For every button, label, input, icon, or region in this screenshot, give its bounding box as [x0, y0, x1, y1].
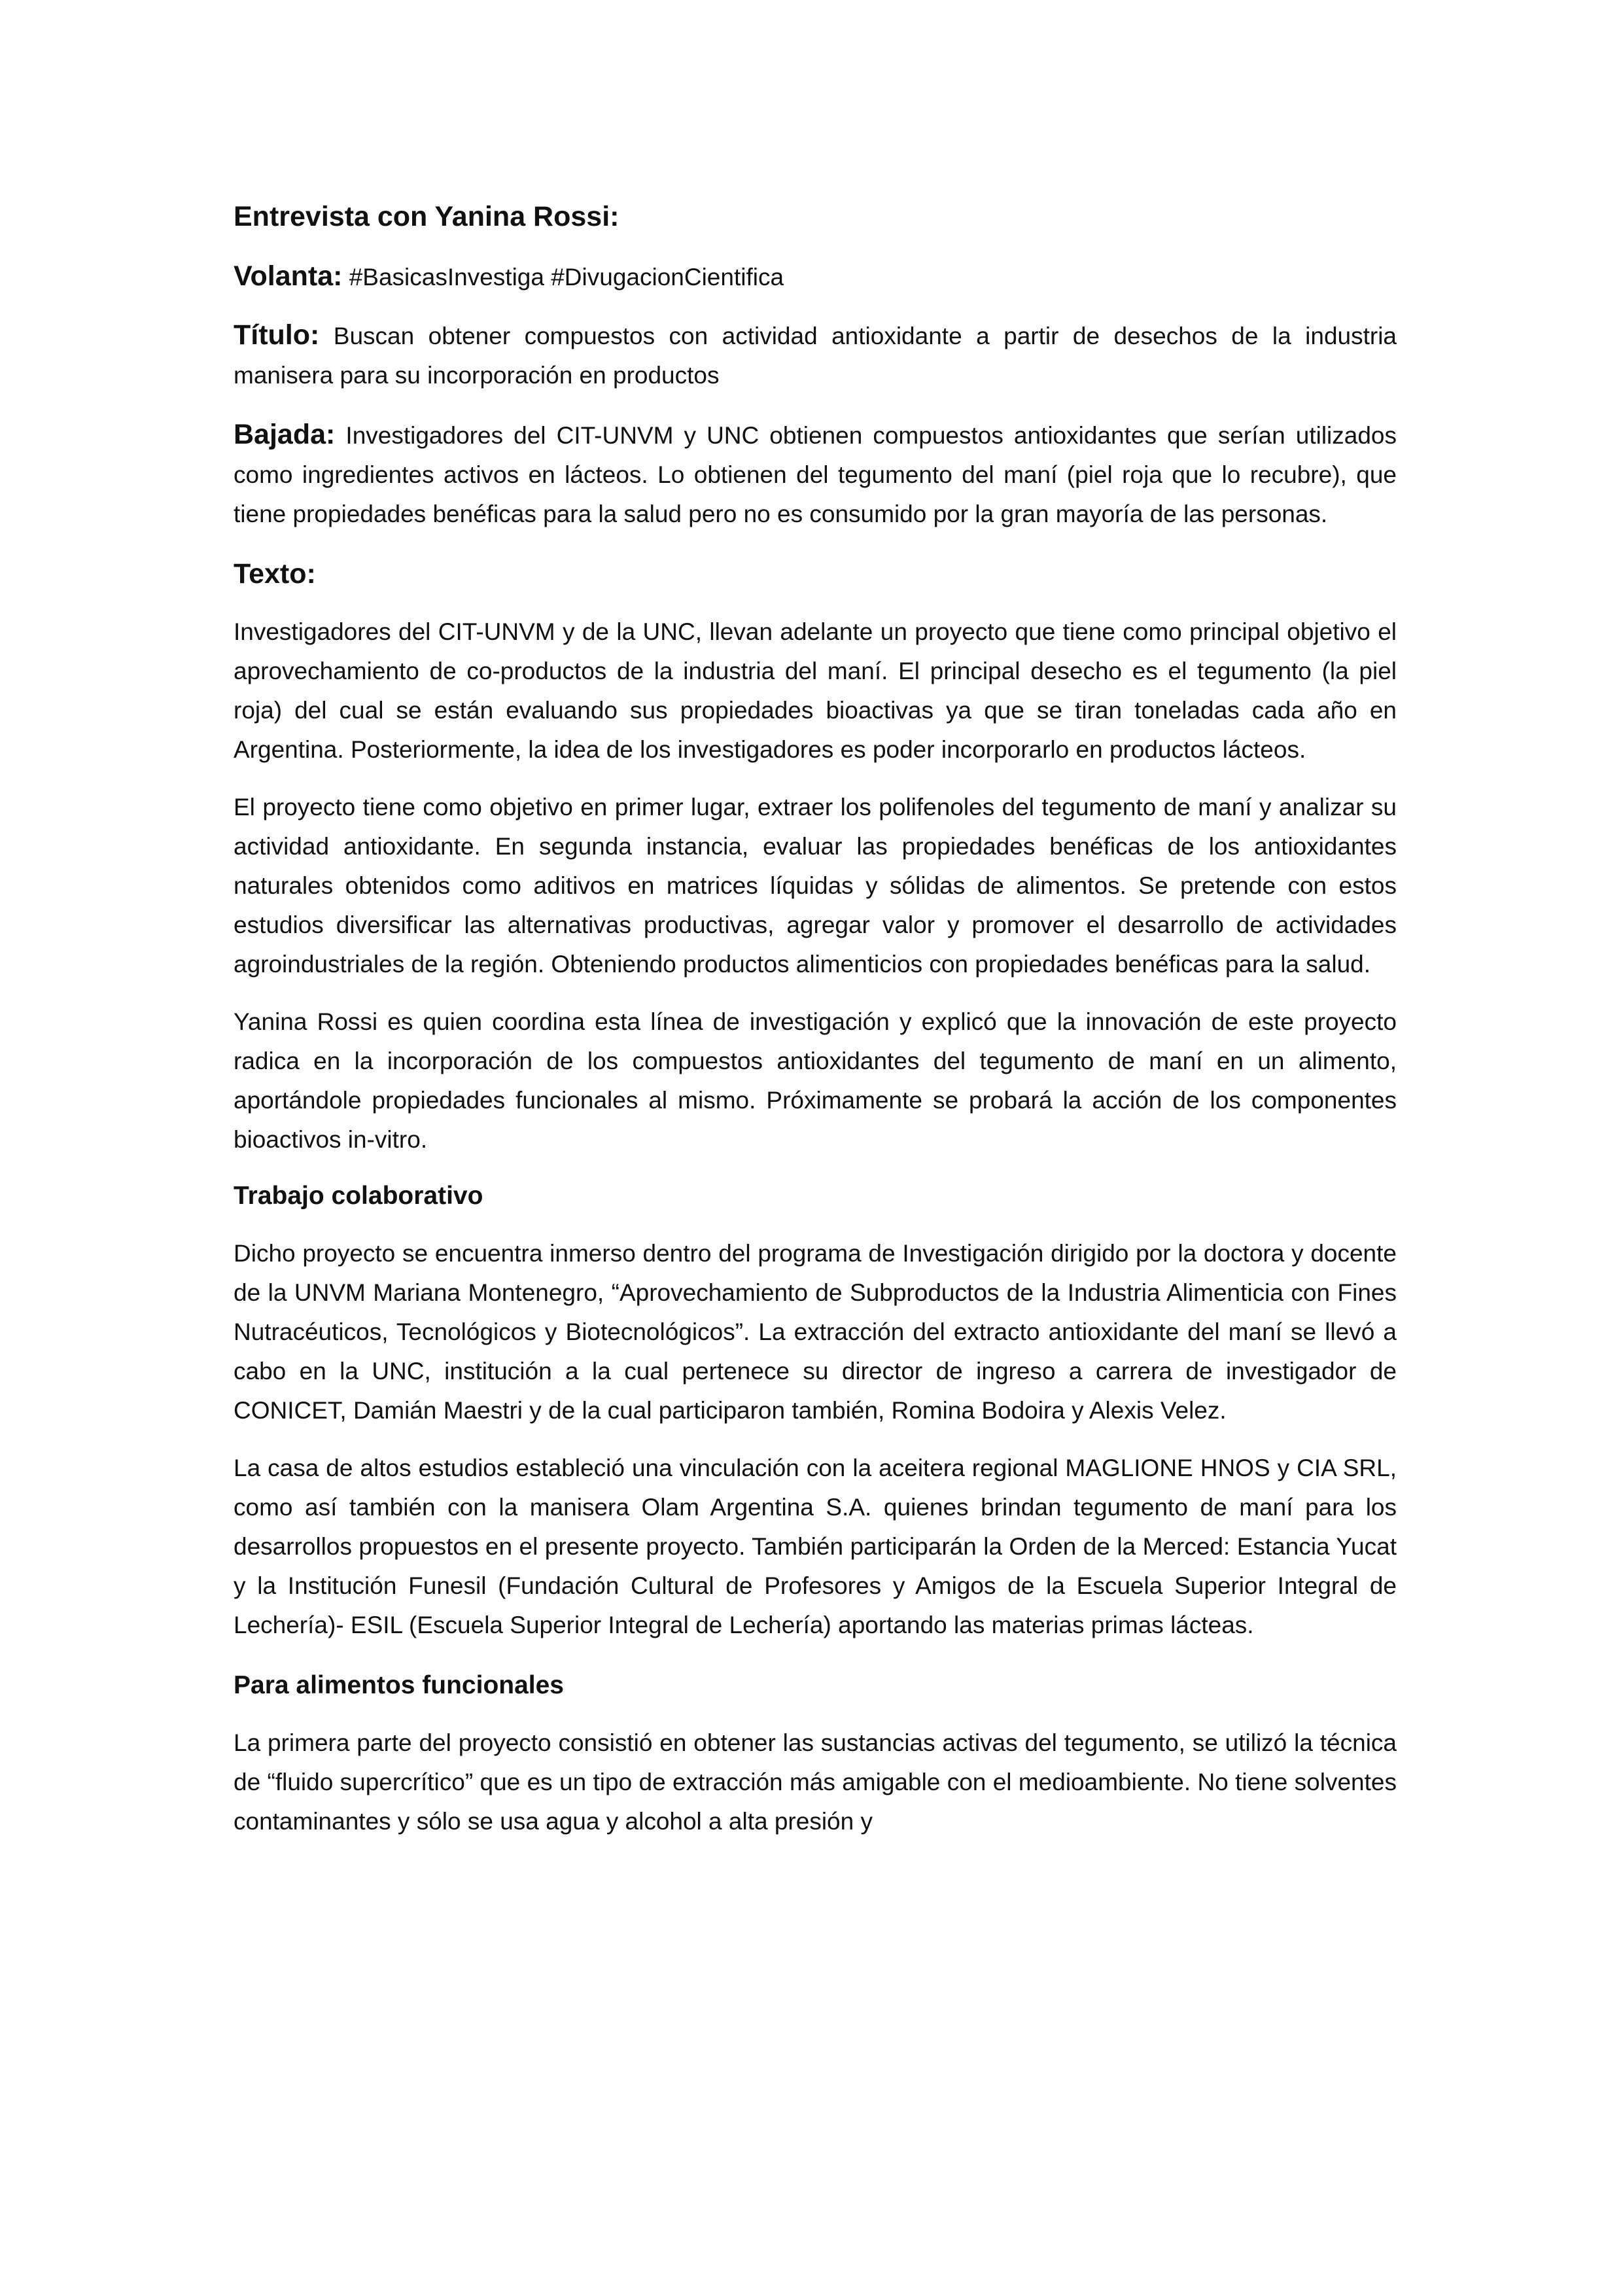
body-paragraph: Yanina Rossi es quien coordina esta línea de investigación y explicó que la innovación de este proyecto radica en la incorporación de los compuestos antioxidantes del tegumento de maní en un alimento, aportándole propiedades funcionales al mismo. Próximamente se probará la acción de los componentes bioactivos in-vitro. — [234, 1008, 1397, 1153]
bajada-label: Bajada: — [234, 419, 336, 450]
document-title: Entrevista con Yanina Rossi: — [234, 201, 620, 232]
texto-label: Texto: — [234, 558, 316, 590]
body-paragraph: El proyecto tiene como objetivo en primer lugar, extraer los polifenoles del tegumento de maní y analizar su actividad antioxidante. En segunda instancia, evaluar las propiedades benéficas de los antioxidantes naturales obtenidos como aditivos en matrices líquidas y sólidas de alimentos. Se pretende con estos estudios diversificar las alternativas productivas, agregar valor y promover el desarrollo de actividades agroindustriales de la región. Obteniendo productos alimenticios con propiedades benéficas para la salud. — [234, 794, 1397, 978]
section-title-alimentos: Para alimentos funcionales — [234, 1671, 565, 1699]
titulo-label: Título: — [234, 319, 320, 351]
bajada-text: Investigadores del CIT-UNVM y UNC obtienen compuestos antioxidantes que serían utilizados como ingredientes activos en lácteos. Lo obtienen del tegumento del maní (piel roja que lo recubre), que tiene propiedades benéficas para la salud pero no es consumido por la gran mayoría de las personas. — [234, 422, 1397, 527]
body-paragraph: La primera parte del proyecto consistió en obtener las sustancias activas del tegumento, se utilizó la técnica de “fluido supercrítico” que es un tipo de extracción más amigable con el medioambiente. No tiene solventes contaminantes y sólo se usa agua y alcohol a alta presión y — [234, 1729, 1397, 1835]
document-page — [234, 196, 1397, 1841]
bajada-paragraph — [234, 415, 1397, 534]
section-title-trabajo: Trabajo colaborativo — [234, 1182, 483, 1210]
body-paragraph: Investigadores del CIT-UNVM y de la UNC, llevan adelante un proyecto que tiene como principal objetivo el aprovechamiento de co-productos de la industria del maní. El principal desecho es el tegumento (la piel roja) del cual se están evaluando sus propiedades bioactivas ya que se tiran toneladas cada año en Argentina. Posteriormente, la idea de los investigadores es poder incorporarlo en productos lácteos. — [234, 618, 1397, 763]
body-paragraph: La casa de altos estudios estableció una vinculación con la aceitera regional MAGLIONE HNOS y CIA SRL, como así también con la manisera Olam Argentina S.A. quienes brindan tegumento de maní para los desarrollos propuestos en el presente proyecto. También participarán la Orden de la Merced: Estancia Yucat y la Institución Funesil (Fundación Cultural de Profesores y Amigos de la Escuela Superior Integral de Lechería)- ESIL (Escuela Superior Integral de Lechería) aportando las materias primas lácteas. — [234, 1455, 1397, 1638]
volanta-text: #BasicasInvestiga #DivugacionCientifica — [349, 264, 784, 291]
body-paragraph: Dicho proyecto se encuentra inmerso dentro del programa de Investigación dirigido por la doctora y docente de la UNVM Mariana Montenegro, “Aprovechamiento de Subproductos de la Industria Alimenticia con Fines Nutracéuticos, Tecnológicos y Biotecnológicos”. La extracción del extracto antioxidante del maní se llevó a cabo en la UNC, institución a la cual pertenece su director de ingreso a carrera de investigador de CONICET, Damián Maestri y de la cual participaron también, Romina Bodoira y Alexis Velez. — [234, 1240, 1397, 1424]
titulo-text: Buscan obtener compuestos con actividad antioxidante a partir de desechos de la industria manisera para su incorporación en productos — [234, 323, 1397, 389]
volanta-line — [234, 256, 1397, 297]
volanta-label: Volanta: — [234, 260, 343, 292]
titulo-paragraph — [234, 315, 1397, 395]
